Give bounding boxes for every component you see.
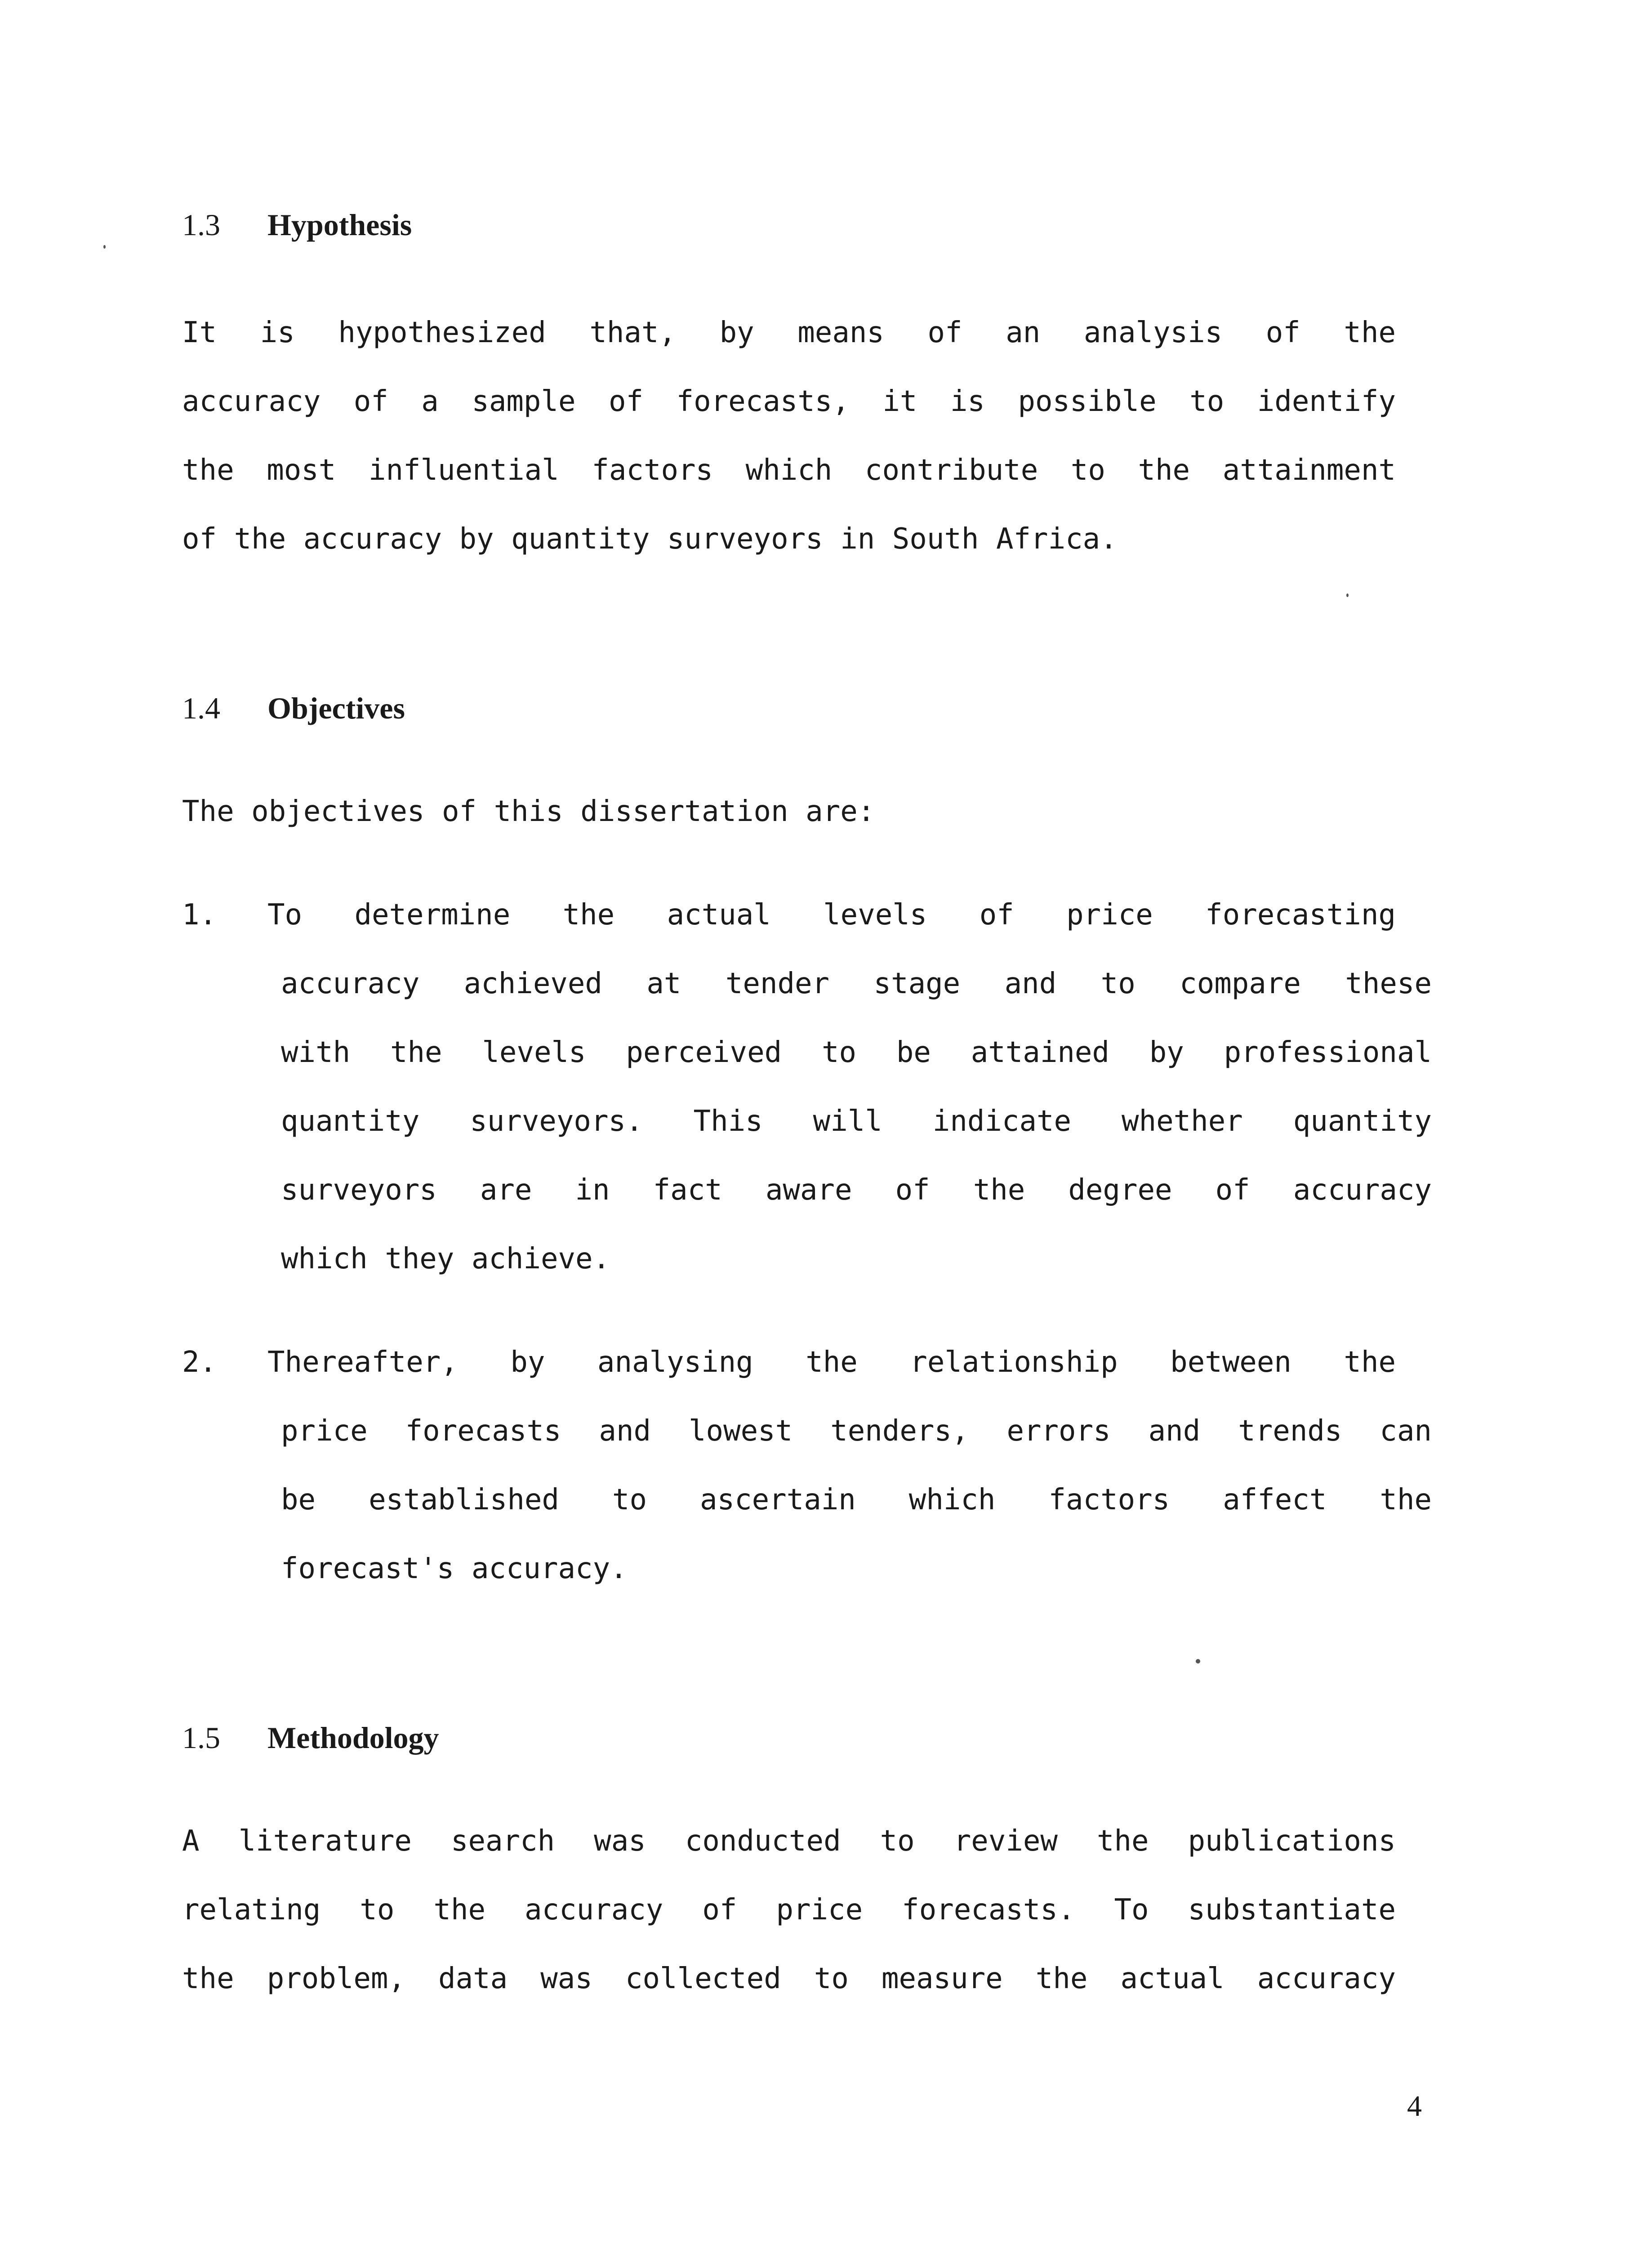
methodology-line-2: relating to the accuracy of price forecasts. To substantiate — [182, 1893, 1396, 1927]
section-title: Hypothesis — [267, 208, 412, 242]
list-item-1-line-1: To determine the actual levels of price forecasting — [267, 898, 1396, 932]
scan-speck — [103, 245, 106, 249]
section-title: Methodology — [267, 1721, 439, 1755]
list-item-1-line-6: which they achieve. — [281, 1242, 610, 1276]
list-item-number: 2. — [182, 1346, 217, 1379]
section-heading-objectives — [182, 688, 405, 729]
hypothesis-line-1: It is hypothesized that, by means of an analysis of the — [182, 316, 1396, 349]
list-item-2-line-2: price forecasts and lowest tenders, errors and trends can — [281, 1414, 1432, 1448]
section-number: 1.3 — [182, 208, 220, 242]
hypothesis-line-3: the most influential factors which contribute to the attainment — [182, 454, 1396, 487]
section-heading-methodology — [182, 1717, 439, 1758]
page-number: 4 — [1407, 2090, 1422, 2123]
methodology-line-3: the problem, data was collected to measure the actual accuracy — [182, 1962, 1396, 1995]
list-item-1-line-2: accuracy achieved at tender stage and to compare these — [281, 967, 1432, 1000]
hypothesis-line-2: accuracy of a sample of forecasts, it is possible to identify — [182, 385, 1396, 418]
list-item-1-line-4: quantity surveyors. This will indicate whether quantity — [281, 1105, 1432, 1138]
list-item-1-line-3: with the levels perceived to be attained by professional — [281, 1036, 1432, 1069]
section-number: 1.4 — [182, 691, 220, 725]
objectives-intro: The objectives of this dissertation are: — [182, 795, 875, 828]
section-number: 1.5 — [182, 1721, 220, 1755]
list-item-1-line-5: surveyors are in fact aware of the degree of accuracy — [281, 1173, 1432, 1207]
section-title: Objectives — [267, 691, 405, 725]
scan-speck — [1196, 1659, 1200, 1664]
list-item-2-line-3: be established to ascertain which factors affect the — [281, 1483, 1432, 1517]
list-item-2-line-4: forecast's accuracy. — [281, 1552, 628, 1585]
section-heading-hypothesis — [182, 205, 412, 245]
methodology-line-1: A literature search was conducted to review the publications — [182, 1824, 1396, 1858]
scan-speck — [1346, 593, 1349, 597]
list-item-number: 1. — [182, 898, 217, 932]
hypothesis-line-4: of the accuracy by quantity surveyors in South Africa. — [182, 522, 1118, 556]
list-item-2-line-1: Thereafter, by analysing the relationship between the — [267, 1346, 1396, 1379]
